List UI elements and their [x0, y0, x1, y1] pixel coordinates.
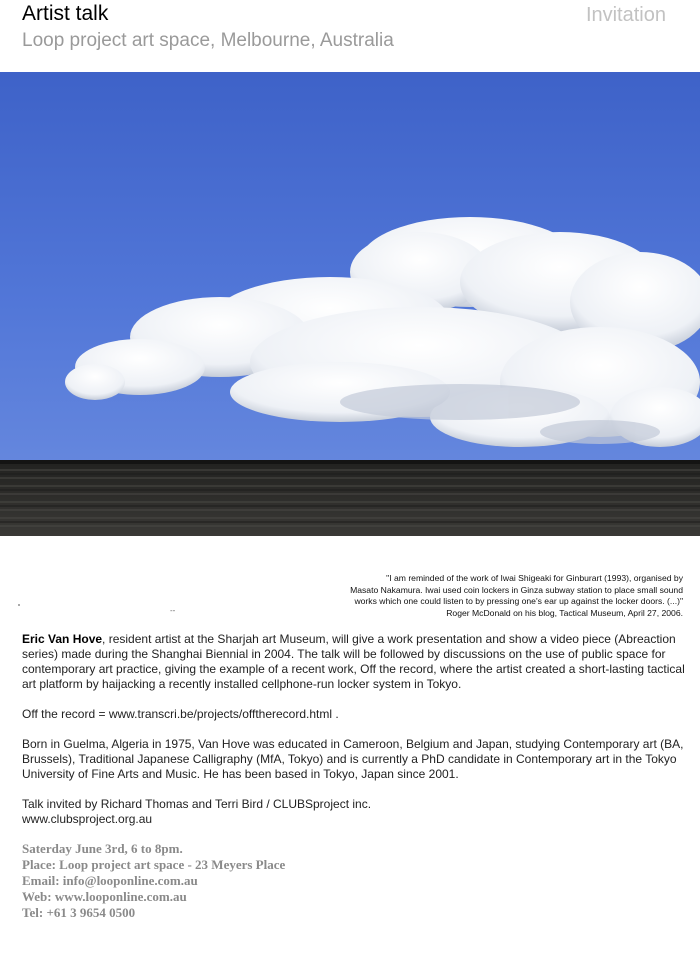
event-web[interactable]: Web: www.looponline.com.au — [22, 889, 187, 904]
artist-name: Eric Van Hove — [22, 632, 103, 646]
event-details — [22, 841, 285, 921]
intro-paragraph — [22, 632, 687, 692]
body-text — [22, 632, 687, 842]
quote-line: Masato Nakamura. Iwai used coin lockers in Ginza subway station to place small sound — [350, 584, 683, 595]
separator-dash: -- — [170, 606, 176, 615]
intro-text: , resident artist at the Sharjah art Museum, will give a work presentation and show a video piece (Abreaction series) made during the Shanghai Biennial in 2004. The talk will be followed by discussions on the use of public space for contemporary art practice, giving the example of a recent work, Off the record, where the artist created a short-lasting tactical art platform by haijacking a recently installed cellphone-run locker system in Tokyo. — [22, 632, 685, 691]
clubs-link[interactable]: www.clubsproject.org.au — [22, 812, 153, 826]
project-link[interactable]: Off the record = www.transcri.be/projects/offtherecord.html . — [22, 707, 339, 721]
event-place: Place: Loop project art space - 23 Meyers Place — [22, 857, 286, 872]
quote-block — [283, 573, 683, 619]
marker-dot — [18, 604, 20, 606]
event-email[interactable]: Email: info@looponline.com.au — [22, 873, 198, 888]
quote-line: "I am reminded of the work of Iwai Shigeaki for Ginburart (1993), organised by — [386, 573, 683, 583]
invited-by: Talk invited by Richard Thomas and Terri Bird / CLUBSproject inc. — [22, 797, 372, 811]
page-title: Artist talk — [22, 2, 109, 25]
page-subtitle: Loop project art space, Melbourne, Australia — [22, 30, 394, 51]
sky-roof-photo — [0, 72, 700, 536]
bio-paragraph: Born in Guelma, Algeria in 1975, Van Hove was educated in Cameroon, Belgium and Japan, studying Contemporary art (BA, Brussels), Traditional Japanese Calligraphy (MfA, Tokyo) and is currently a PhD candidate in Contemporary art in the Tokyo University of Fine Arts and Music. He has been based in Tokyo, Japan since 2001. — [22, 737, 684, 781]
invitation-label: Invitation — [585, 4, 666, 26]
event-date: Saterday June 3rd, 6 to 8pm. — [22, 841, 183, 856]
roof — [0, 462, 700, 536]
quote-line: works which one could listen to by pressing one's ear up against the locker doors. (...)" — [354, 596, 683, 606]
event-tel: Tel: +61 3 9654 0500 — [22, 905, 136, 920]
quote-attribution: Roger McDonald on his blog, Tactical Museum, April 27, 2006. — [446, 607, 683, 618]
invitation-credit — [22, 797, 687, 827]
header — [0, 0, 700, 72]
